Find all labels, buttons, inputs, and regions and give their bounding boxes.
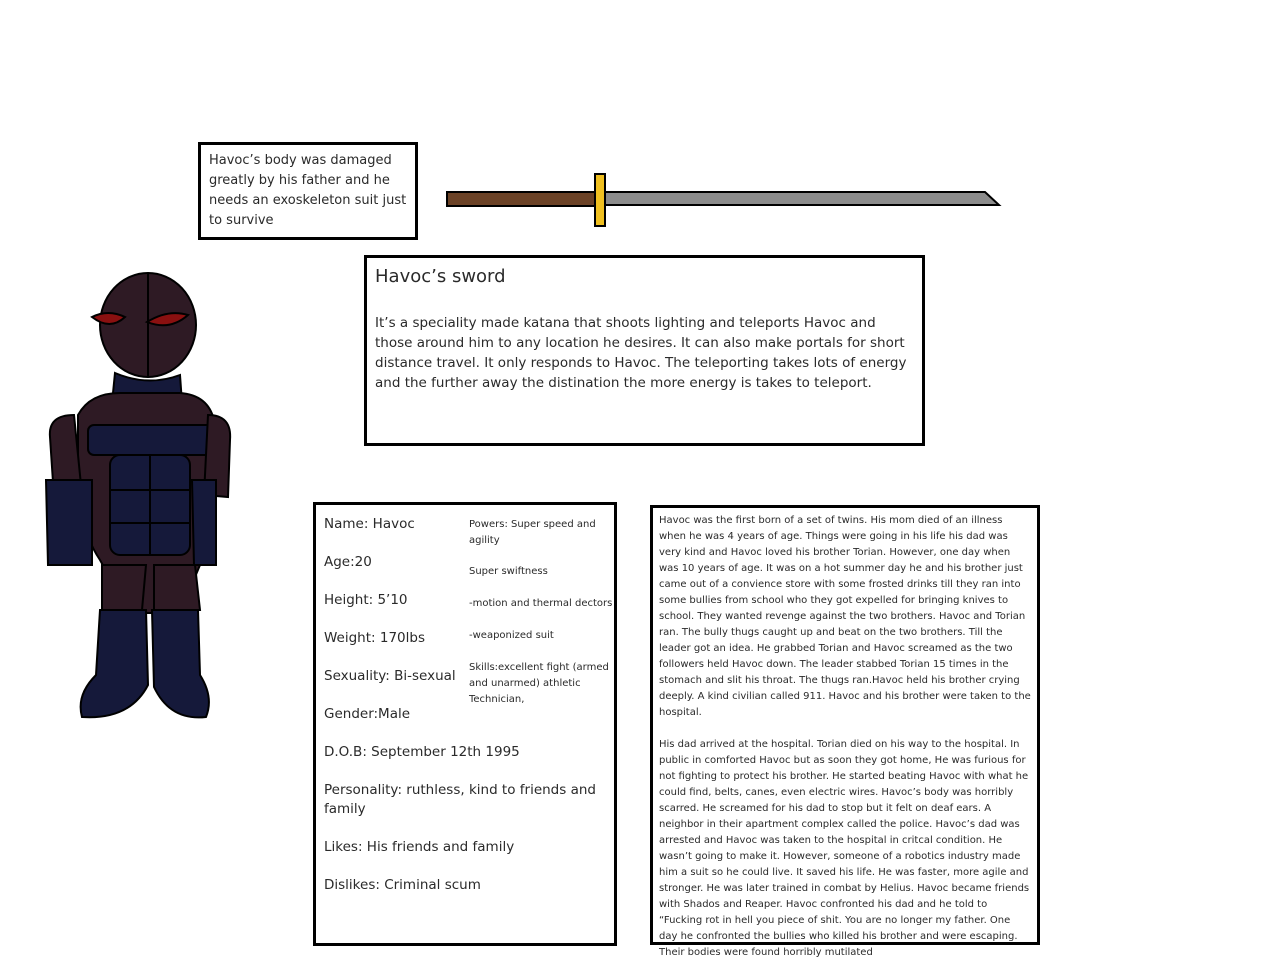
stat-likes: Likes: His friends and family <box>324 839 515 855</box>
stat-weight: Weight: 170lbs <box>324 630 425 646</box>
stat-age: Age:20 <box>324 554 372 570</box>
sword-title: Havoc’s sword <box>375 266 506 287</box>
powers-weaponized-suit: -weaponized suit <box>469 630 554 641</box>
sword-drawing <box>445 170 1005 230</box>
stat-personality: Personality: ruthless, kind to friends and family <box>324 782 596 817</box>
powers-detectors: -motion and thermal dectors <box>469 598 613 609</box>
backstory-paragraph-1: Havoc was the first born of a set of twins. His mom died of an illness when he was 4 years of age. Things were going in his life his dad was very kind and Havoc loved his brother Torian. However, one day when was 10 years of age. It was on a hot summer day he and his brother just came out of a convience store with some frosted drinks till they ran into some bullies from school who they got expelled for bringing knives to school. They wanted revenge against the two brothers. Havoc and Torian ran. The bully thugs caught up and beat on the two brothers. Till the leader got an idea. He grabbed Torian and Havoc screamed as the two followers held Havoc down. The leader stabbed Torian 15 times in the stomach and slit his throat. The thugs ran.Havoc held his brother crying deeply. A kind civilian called 911. Havoc and his brother were taken to the hospital. <box>659 515 1031 718</box>
character-right-boot <box>152 610 209 717</box>
exoskeleton-note-box <box>198 142 418 240</box>
backstory-box <box>650 505 1040 958</box>
powers-speed: Powers: Super speed and agility <box>469 519 596 546</box>
backstory-paragraph-2: His dad arrived at the hospital. Torian died on his way to the hospital. In public in comforted Havoc but as soon they got home, He was furious for not fighting to protect his brother. He started beating Havoc with what he could find, belts, canes, even electric wires. Havoc’s body was horribly scarred. He screamed for his dad to stop but it felt on deaf ears. A neighbor in their apartment complex called the police. Havoc’s dad was arrested and Havoc was taken to the hospital in critcal condition. He wasn’t going to make it. However, someone of a robotics industry made him a suit so he could live. It saved his life. He was faster, more agile and stronger. He was later trained in combat by Helius. Havoc became friends with Shados and Reaper. Havoc confronted his dad and he told to “Fucking rot in hell you piece of shit. You are no longer my father. One day he confronted the bullies who killed his brother and were escaping. Their bodies were found horribly mutilated <box>659 739 1030 958</box>
stat-dob: D.O.B: September 12th 1995 <box>324 744 520 760</box>
stat-gender: Gender:Male <box>324 706 411 722</box>
character-left-glove <box>46 480 92 565</box>
stat-sexuality: Sexuality: Bi-sexual <box>324 668 456 684</box>
exoskeleton-note-text: Havoc’s body was damaged greatly by his father and he needs an exoskeleton suit just to survive <box>209 153 407 228</box>
powers-swiftness: Super swiftness <box>469 566 548 577</box>
powers-skills: Skills:excellent fight (armed and unarmed) athletic Technician, <box>469 662 609 705</box>
sword-description: It’s a speciality made katana that shoots lighting and teleports Havoc and those around him to any location he desires. It can also make portals for short distance travel. It only responds to Havoc. The teleporting takes lots of energy and the further away the distination the more energy is takes to teleport. <box>375 315 907 391</box>
character-left-boot <box>81 610 148 717</box>
character-right-glove <box>192 480 216 565</box>
stat-dislikes: Dislikes: Criminal scum <box>324 877 481 893</box>
character-stats-box <box>313 502 617 946</box>
sword-info-box <box>364 255 925 446</box>
sword-blade <box>605 192 999 205</box>
sword-handle <box>447 192 599 206</box>
havoc-character-drawing <box>30 265 270 725</box>
stat-height: Height: 5’10 <box>324 592 408 608</box>
stat-name: Name: Havoc <box>324 516 415 532</box>
sword-guard <box>595 174 605 226</box>
